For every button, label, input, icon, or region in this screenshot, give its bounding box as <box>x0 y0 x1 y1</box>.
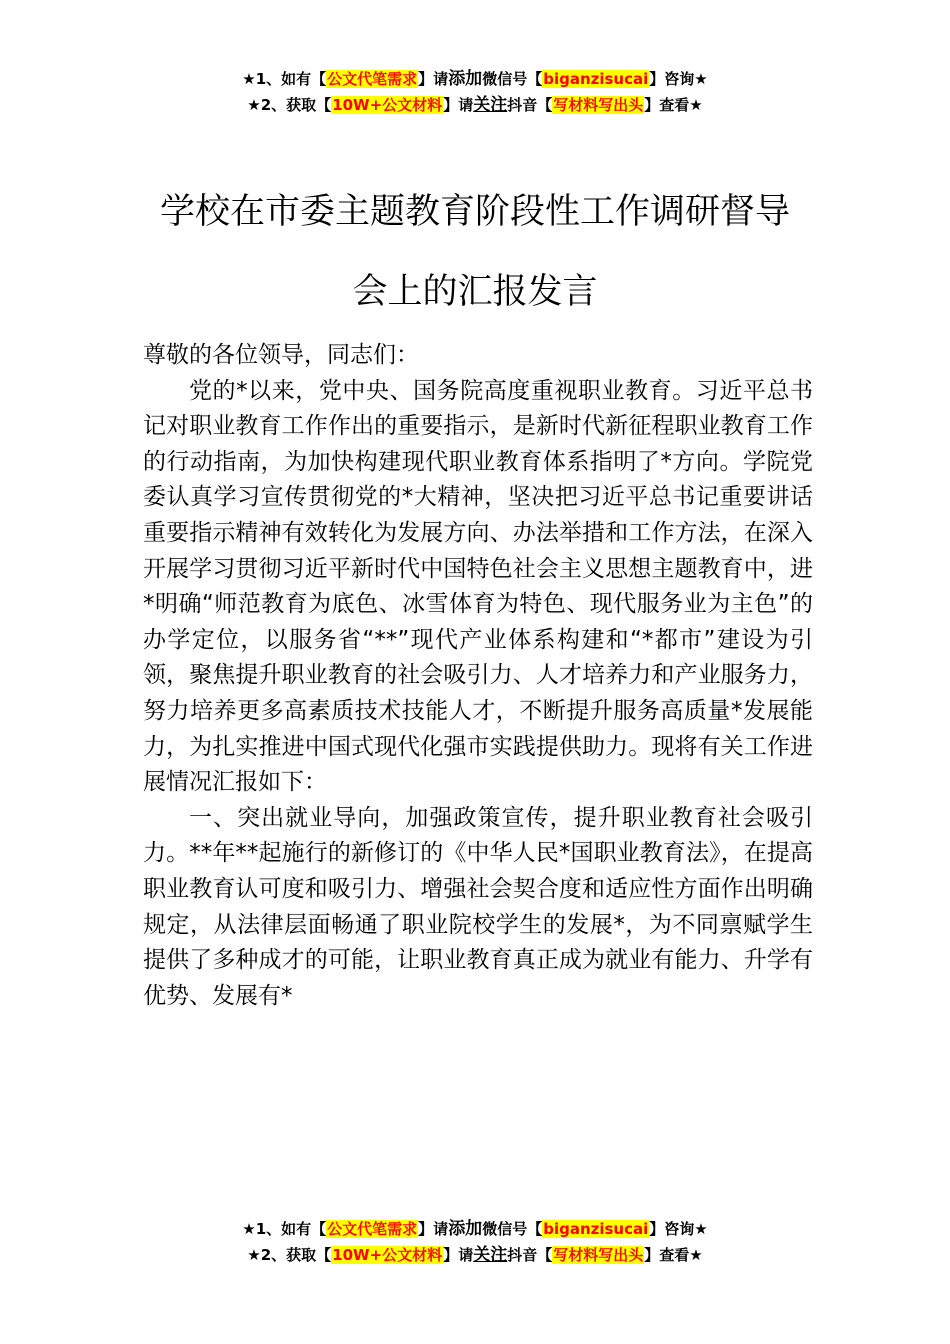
title-line-2: 会上的汇报发言 <box>352 272 598 312</box>
banner-text: 】请 <box>418 70 449 88</box>
section-heading: 一、突出就业导向，加强政策宣传，提升职业教育社会吸引力。 <box>143 804 813 867</box>
title-line-1: 学校在市委主题教育阶段性工作调研督导 <box>159 192 790 232</box>
banner-line-1 <box>0 66 950 92</box>
banner-emphasis: 关注 <box>473 1245 508 1265</box>
banner-text: 微信号【 <box>482 70 543 88</box>
banner-text: 】查看★ <box>644 96 703 114</box>
banner-highlight: 10W+公文材料 <box>332 96 443 114</box>
banner-highlight: 10W+公文材料 <box>332 1246 443 1264</box>
paragraph: 党的*以来，党中央、国务院高度重视职业教育。习近平总书记对职业教育工作作出的重要指示，是新时代新征程职业教育工作的行动指南，为加快构建现代职业教育体系指明了*方向。学院党委认真学习宣传贯彻党的*大精神，坚决把习近平总书记重要讲话重要指示精神有效转化为发展方向、办法举措和工作方法，在深入开展学习贯彻习近平新时代中国特色社会主义思想主题教育中，进*明确“师范教育为底色、冰雪体育为特色、现代服务业为主色”的办学定位，以服务省“**”现代产业体系构建和“*都市”建设为引领，聚焦提升职业教育的社会吸引力、人才培养力和产业服务力，努力培养更多高素质技术技能人才，不断提升服务高质量*发展能力，为扎实推进中国式现代化强市实践提供助力。现将有关工作进展情况汇报如下： <box>143 377 813 796</box>
header-banner <box>0 66 950 118</box>
section-text: **年**起施行的新修订的《中华人民*国职业教育法》，在提高职业教育认可度和吸引力、增强社会契合度和适应性方面作出明确规定，从法律层面畅通了职业院校学生的发展*，为不同禀赋学生提供了多种成才的可能，让职业教育真正成为就业有能力、升学有优势、发展有* <box>143 840 814 1009</box>
section-paragraph <box>143 801 813 1015</box>
banner-text: 抖音【 <box>507 96 553 114</box>
banner-text: ★1、如有【 <box>242 70 327 88</box>
banner-highlight: 公文代笔需求 <box>327 70 418 88</box>
banner-text: ★1、如有【 <box>242 1220 327 1238</box>
banner-text: 】咨询★ <box>649 1220 708 1238</box>
banner-text: ★2、获取【 <box>247 1246 332 1264</box>
banner-text: 】咨询★ <box>649 70 708 88</box>
banner-emphasis: 添加 <box>448 1219 483 1239</box>
banner-emphasis: 关注 <box>473 95 508 115</box>
banner-line-1 <box>0 1216 950 1242</box>
banner-emphasis: 添加 <box>448 69 483 89</box>
footer-banner <box>0 1216 950 1268</box>
document-title <box>150 172 800 332</box>
banner-text: 抖音【 <box>507 1246 553 1264</box>
salutation: 尊敬的各位领导，同志们： <box>143 342 419 368</box>
banner-text: 微信号【 <box>482 1220 543 1238</box>
banner-highlight: 公文代笔需求 <box>327 1220 418 1238</box>
banner-text: 】请 <box>418 1220 449 1238</box>
banner-douyin-id: 写材料写出头 <box>553 96 644 114</box>
banner-text: 】请 <box>443 1246 474 1264</box>
document-body <box>143 338 813 1014</box>
banner-text: 】请 <box>443 96 474 114</box>
banner-line-2 <box>0 92 950 118</box>
banner-douyin-id: 写材料写出头 <box>553 1246 644 1264</box>
banner-text: 】查看★ <box>644 1246 703 1264</box>
banner-line-2 <box>0 1242 950 1268</box>
banner-wechat-id: biganzisucai <box>543 1220 649 1238</box>
banner-text: ★2、获取【 <box>247 96 332 114</box>
banner-wechat-id: biganzisucai <box>543 70 649 88</box>
